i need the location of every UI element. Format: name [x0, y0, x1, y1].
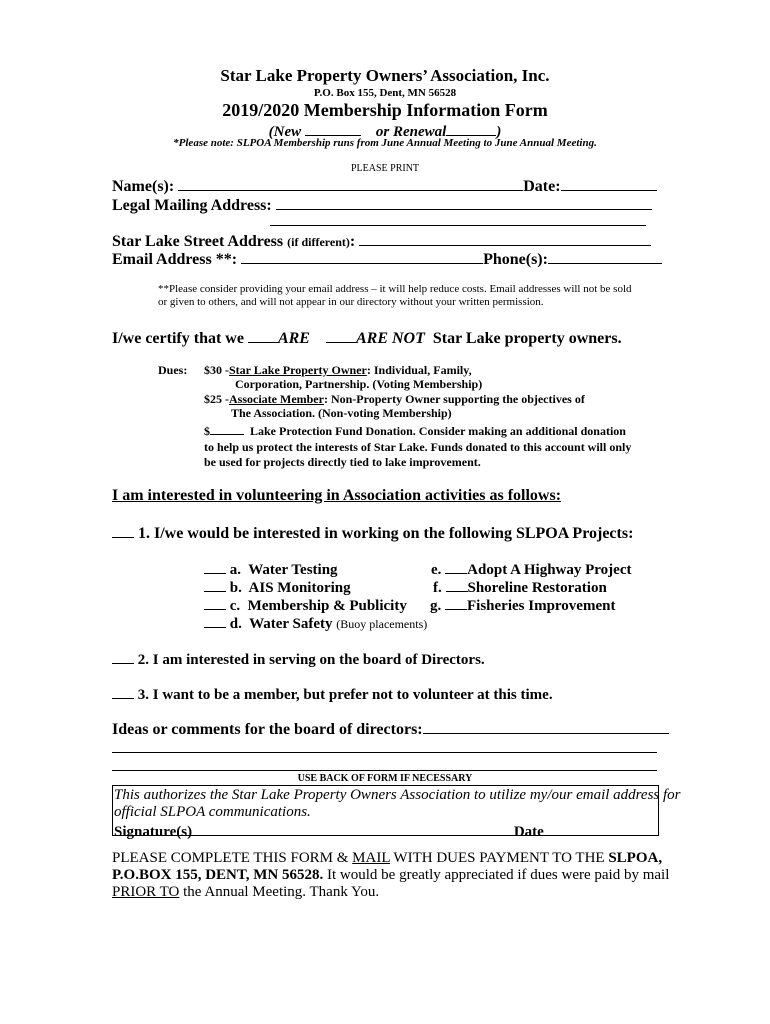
- mailing-label: Legal Mailing Address:: [112, 197, 272, 214]
- donation-text-3: be used for projects directly tied to lake improvement.: [204, 455, 481, 469]
- footer-line-2: [112, 867, 669, 884]
- donation-amount-blank[interactable]: [210, 422, 244, 435]
- project-g-name: Fisheries Improvement: [467, 598, 616, 614]
- dues-owner-line: [204, 363, 472, 378]
- are-blank[interactable]: [248, 327, 278, 343]
- email-row: [112, 248, 662, 269]
- street-field[interactable]: [359, 230, 651, 246]
- back-of-form-note: USE BACK OF FORM IF NECESSARY: [297, 773, 473, 784]
- date-label: Date:: [523, 178, 561, 195]
- street-colon: :: [349, 233, 356, 250]
- project-b-name: AIS Monitoring: [248, 580, 351, 596]
- project-e-name: Adopt A Highway Project: [467, 562, 632, 578]
- item1-blank[interactable]: [112, 522, 134, 538]
- signature-date-label: Date: [513, 824, 544, 840]
- volunteer-item-1: [112, 522, 633, 543]
- project-d-note: (Buoy placements): [336, 617, 428, 631]
- project-c-name: Membership & Publicity: [247, 598, 407, 614]
- project-a-letter: a.: [229, 562, 241, 578]
- volunteer-heading: I am interested in volunteering in Association activities as follows:: [112, 487, 562, 504]
- form-title: 2019/2020 Membership Information Form: [222, 100, 548, 120]
- mailing-field[interactable]: [276, 194, 652, 210]
- email-field[interactable]: [241, 248, 483, 264]
- project-d-letter: d.: [229, 616, 242, 632]
- auth-text-1: This authorizes the Star Lake Property Owners Association to utilize my/our email address for: [114, 787, 681, 803]
- membership-note: *Please note: SLPOA Membership runs from June Annual Meeting to June Annual Meeting.: [173, 137, 597, 149]
- assoc-desc-2: The Association. (Non-voting Membership): [231, 406, 452, 420]
- project-e-letter: e.: [431, 562, 442, 578]
- owner-amount: $30 -: [204, 363, 229, 377]
- are-not-blank[interactable]: [326, 327, 356, 343]
- street-label: Star Lake Street Address: [112, 233, 284, 250]
- comments-label: Ideas or comments for the board of directors:: [112, 721, 423, 738]
- project-g: [430, 594, 615, 615]
- owner-desc-2: Corporation, Partnership. (Voting Membership): [235, 377, 483, 391]
- donation-text-2: to help us protect the interests of Star Lake. Funds donated to this account will only: [204, 440, 632, 454]
- signature-date-field[interactable]: [548, 820, 606, 836]
- are-not-label: ARE NOT: [355, 330, 425, 347]
- signature-row: [114, 820, 606, 841]
- please-print: PLEASE PRINT: [350, 163, 420, 174]
- email-note-2: or given to others, and will not appear in our directory without your written permission.: [158, 296, 544, 308]
- project-c-blank[interactable]: [204, 594, 226, 610]
- item2-blank[interactable]: [112, 648, 134, 664]
- donation-symbol: $: [204, 424, 210, 438]
- project-f-blank[interactable]: [446, 576, 468, 592]
- project-f-name: Shoreline Restoration: [467, 580, 607, 596]
- signature-label: Signature(s): [114, 824, 193, 840]
- project-g-letter: g.: [430, 598, 442, 614]
- assoc-type: Associate Member: [229, 392, 324, 406]
- org-address: P.O. Box 155, Dent, MN 56528: [313, 87, 457, 99]
- project-d-name: Water Safety: [249, 616, 333, 632]
- footer-text-b: WITH DUES PAYMENT TO THE: [389, 850, 609, 866]
- project-a-blank[interactable]: [204, 558, 226, 574]
- street-note: (if different): [287, 235, 350, 249]
- renewal-blank[interactable]: [446, 120, 496, 136]
- footer-address: P.O.BOX 155, DENT, MN 56528.: [112, 867, 324, 883]
- project-d-blank[interactable]: [204, 612, 226, 628]
- email-note-1: **Please consider providing your email address – it will help reduce costs. Email addresses will not be sold: [158, 283, 632, 295]
- item3-text: 3. I want to be a member, but prefer not to volunteer at this time.: [137, 687, 553, 703]
- new-blank[interactable]: [305, 120, 361, 136]
- footer-prior-to: PRIOR TO: [112, 884, 180, 900]
- project-g-blank[interactable]: [445, 594, 467, 610]
- footer-line-1: [112, 850, 662, 867]
- project-e-blank[interactable]: [445, 558, 467, 574]
- signature-field[interactable]: [196, 820, 514, 836]
- footer-text-d: the Annual Meeting. Thank You.: [179, 884, 380, 900]
- item3-blank[interactable]: [112, 683, 134, 699]
- project-a-name: Water Testing: [248, 562, 338, 578]
- names-label: Name(s):: [112, 178, 175, 195]
- project-b-letter: b.: [229, 580, 242, 596]
- are-label: ARE: [277, 330, 310, 347]
- project-b-blank[interactable]: [204, 576, 226, 592]
- names-row: [112, 175, 657, 196]
- certify-suffix: Star Lake property owners.: [432, 330, 622, 347]
- item1-text: 1. I/we would be interested in working on the following SLPOA Projects:: [138, 525, 634, 542]
- project-d: [204, 612, 427, 633]
- date-field[interactable]: [561, 175, 657, 191]
- project-f-letter: f.: [433, 580, 442, 596]
- renewal-label: or Renewal: [375, 124, 447, 140]
- auth-text-2: official SLPOA communications.: [114, 804, 311, 820]
- donation-text-1: Lake Protection Fund Donation. Consider making an additional donation: [250, 424, 626, 438]
- certify-row: [112, 327, 622, 348]
- org-name: Star Lake Property Owners’ Association, Inc.: [220, 66, 550, 85]
- owner-desc-1: : Individual, Family,: [366, 363, 472, 377]
- assoc-desc-1: : Non-Property Owner supporting the objectives of: [323, 392, 585, 406]
- volunteer-item-2: [112, 648, 485, 669]
- item2-text: 2. I am interested in serving on the board of Directors.: [137, 652, 485, 668]
- footer-text-a: PLEASE COMPLETE THIS FORM &: [112, 850, 353, 866]
- names-field[interactable]: [178, 175, 523, 191]
- email-label: Email Address **:: [112, 251, 238, 268]
- new-label: (New: [268, 124, 302, 140]
- comments-line-2[interactable]: [112, 736, 657, 753]
- volunteer-item-3: [112, 683, 553, 704]
- dues-assoc-line: [204, 392, 585, 407]
- footer-slpoa: SLPOA,: [608, 850, 663, 866]
- dues-label: Dues:: [158, 363, 188, 377]
- certify-prefix: I/we certify that we: [112, 330, 244, 347]
- footer-text-c: It would be greatly appreciated if dues were paid by mail: [323, 867, 670, 883]
- project-c-letter: c.: [229, 598, 241, 614]
- mailing-field-line-2[interactable]: [270, 210, 646, 226]
- comments-line-3[interactable]: [112, 754, 657, 771]
- phone-label: Phone(s):: [483, 251, 548, 268]
- comments-field[interactable]: [423, 718, 669, 734]
- owner-type: Star Lake Property Owner: [229, 363, 367, 377]
- phone-field[interactable]: [548, 248, 662, 264]
- donation-line-1: [204, 422, 626, 439]
- footer-mail: MAIL: [352, 850, 390, 866]
- footer-line-3: [112, 884, 379, 901]
- renewal-close: ): [496, 124, 502, 140]
- assoc-amount: $25 -: [204, 392, 229, 406]
